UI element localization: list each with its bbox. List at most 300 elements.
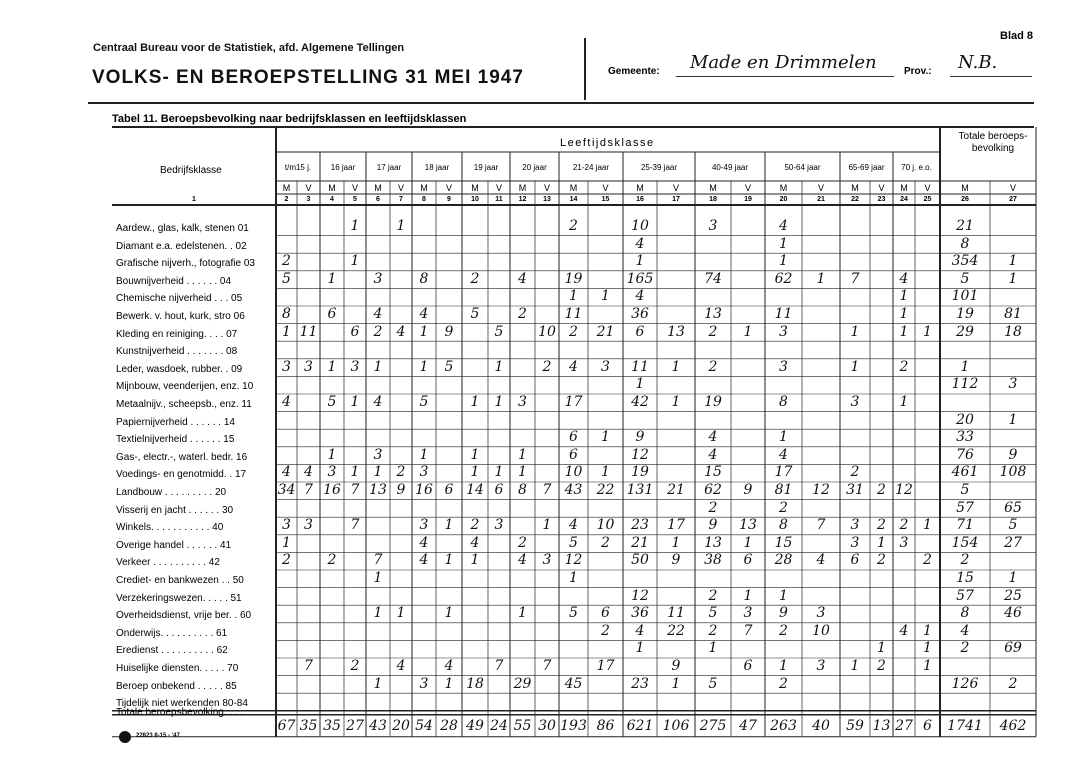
handwritten-value: 3 <box>419 517 429 534</box>
handwritten-value: 2 <box>877 552 886 569</box>
total-value: 55 <box>513 717 532 734</box>
handwritten-value: 1 <box>923 640 932 657</box>
total-value: 24 <box>490 717 508 734</box>
mv-label: M <box>569 183 578 193</box>
handwritten-value: 9 <box>671 658 681 674</box>
row-label: Metaalnijv., scheepsb., enz. 11 <box>116 399 252 410</box>
column-number: 22 <box>851 196 859 203</box>
handwritten-value: 1 <box>282 323 291 340</box>
handwritten-value: 3 <box>850 534 860 551</box>
handwritten-value: 7 <box>373 552 383 569</box>
handwritten-value: 4 <box>635 235 645 252</box>
handwritten-value: 2 <box>899 358 909 375</box>
handwritten-value: 36 <box>631 306 649 322</box>
column-header-leeftijdsklasse: Leeftijdsklasse <box>560 137 655 149</box>
handwritten-value: 1 <box>396 218 406 234</box>
column-number: 18 <box>709 196 717 203</box>
handwritten-value: 1 <box>470 552 480 569</box>
handwritten-value: 3 <box>899 534 909 551</box>
handwritten-value: 2 <box>850 464 860 481</box>
column-number: 23 <box>877 196 886 203</box>
handwritten-value: 1 <box>350 218 360 234</box>
row-label: Verzekeringswezen. . . . . 51 <box>116 592 242 604</box>
handwritten-value: 1 <box>444 517 454 534</box>
mv-label: V <box>397 183 404 193</box>
handwritten-value: 50 <box>631 552 649 569</box>
handwritten-value: 34 <box>277 482 296 498</box>
row-label: Diamant e.a. edelstenen. . 02 <box>116 240 247 252</box>
handwritten-value: 3 <box>327 464 337 481</box>
handwritten-value: 131 <box>626 482 654 498</box>
handwritten-value: 4 <box>396 323 406 340</box>
mv-label: M <box>374 183 382 193</box>
mv-label: V <box>495 183 502 193</box>
row-label: Textielnijverheid . . . . . . 15 <box>116 434 235 446</box>
handwritten-value: 15 <box>704 464 722 481</box>
column-number: 3 <box>306 196 311 203</box>
handwritten-value: 42 <box>631 394 649 410</box>
handwritten-value: 112 <box>951 376 979 393</box>
column-number: 17 <box>672 196 680 203</box>
handwritten-value: 17 <box>774 464 793 481</box>
handwritten-value: 7 <box>542 482 552 498</box>
handwritten-value: 1 <box>542 517 552 534</box>
handwritten-value: 5 <box>708 675 718 692</box>
row-label: Beroep onbekend . . . . . 85 <box>116 680 237 692</box>
handwritten-value: 12 <box>895 482 913 498</box>
column-number: 25 <box>923 196 932 203</box>
handwritten-value: 2 <box>779 499 788 516</box>
handwritten-value: 19 <box>564 270 583 287</box>
handwritten-value: 3 <box>601 358 610 375</box>
handwritten-value: 6 <box>635 323 645 340</box>
handwritten-value: 1 <box>396 605 406 622</box>
handwritten-value: 19 <box>631 464 649 481</box>
handwritten-value: 9 <box>779 605 788 622</box>
handwritten-value: 2 <box>601 622 610 639</box>
row-label: Tijdelijk niet werkenden 80-84 <box>116 698 248 710</box>
handwritten-value: 76 <box>956 446 974 463</box>
column-number: 16 <box>636 196 644 203</box>
total-value: 27 <box>895 717 913 734</box>
total-value: 54 <box>415 717 433 734</box>
org-name: Centraal Bureau voor de Statistiek, afd. Algemene Tellingen <box>93 42 405 54</box>
gemeente-label: Gemeente: <box>608 66 660 77</box>
handwritten-value: 2 <box>960 640 970 657</box>
handwritten-value: 6 <box>494 482 504 498</box>
handwritten-value: 6 <box>569 429 578 446</box>
province-handwritten-value: N.B. <box>958 52 998 73</box>
handwritten-value: 165 <box>626 270 654 287</box>
handwritten-value: 2 <box>708 622 718 639</box>
handwritten-value: 2 <box>708 499 718 516</box>
age-group-label: 40-49 jaar <box>711 163 749 172</box>
age-group-label: 16 jaar <box>330 163 356 172</box>
handwritten-value: 17 <box>564 394 583 410</box>
handwritten-value: 21 <box>596 323 615 340</box>
handwritten-value: 65 <box>1004 499 1022 516</box>
handwritten-value: 9 <box>396 482 406 498</box>
row-label: Landbouw . . . . . . . . . 20 <box>116 487 227 498</box>
handwritten-value: 1 <box>877 640 886 657</box>
handwritten-value: 7 <box>816 517 826 534</box>
handwritten-value: 4 <box>304 464 313 481</box>
handwritten-value: 1 <box>444 605 454 622</box>
handwritten-value: 1 <box>282 534 291 551</box>
handwritten-value: 1 <box>850 358 860 375</box>
handwritten-value: 1 <box>470 464 480 481</box>
mv-label: V <box>305 183 312 193</box>
handwritten-value: 1 <box>444 675 454 692</box>
handwritten-value: 4 <box>960 622 970 639</box>
handwritten-value: 1 <box>923 622 932 639</box>
handwritten-value: 28 <box>774 552 793 569</box>
handwritten-value: 69 <box>1004 640 1022 657</box>
handwritten-value: 3 <box>779 358 788 375</box>
handwritten-value: 108 <box>999 464 1027 481</box>
handwritten-value: 1 <box>419 323 429 340</box>
mv-label: M <box>961 183 969 193</box>
handwritten-value: 15 <box>774 534 793 551</box>
handwritten-value: 1 <box>779 587 788 604</box>
handwritten-value: 21 <box>667 482 685 498</box>
handwritten-value: 2 <box>396 464 406 481</box>
handwritten-value: 12 <box>631 587 649 604</box>
mv-label: M <box>518 183 527 193</box>
handwritten-value: 6 <box>327 306 337 322</box>
handwritten-value: 1 <box>635 253 645 270</box>
column-number: 13 <box>543 196 551 203</box>
handwritten-value: 4 <box>470 534 480 551</box>
handwritten-value: 9 <box>671 552 681 569</box>
age-group-label: 17 jaar <box>376 163 402 172</box>
handwritten-value: 15 <box>956 570 974 586</box>
column-number: 4 <box>330 196 334 203</box>
handwritten-value: 2 <box>282 253 291 270</box>
handwritten-value: 1 <box>373 605 383 622</box>
column-number: 8 <box>422 196 426 203</box>
handwritten-value: 5 <box>419 394 429 410</box>
handwritten-value: 1 <box>923 323 932 340</box>
handwritten-value: 1 <box>518 446 527 463</box>
handwritten-value: 1 <box>899 394 909 410</box>
handwritten-value: 10 <box>538 323 556 340</box>
mv-label: M <box>282 183 291 193</box>
handwritten-value: 13 <box>369 482 387 498</box>
province-label: Prov.: <box>904 66 932 77</box>
row-label: Eredienst . . . . . . . . . . 62 <box>116 645 228 657</box>
age-group-label: 21-24 jaar <box>572 163 610 172</box>
handwritten-value: 5 <box>494 323 504 340</box>
handwritten-value: 7 <box>494 658 504 674</box>
handwritten-value: 7 <box>850 270 860 287</box>
total-value: 28 <box>440 717 458 734</box>
table-title: Tabel 11. Beroepsbevolking naar bedrijfsklassen en leeftijdsklassen <box>112 113 467 125</box>
handwritten-value: 43 <box>564 482 583 498</box>
handwritten-value: 1 <box>671 534 681 551</box>
handwritten-value: 1 <box>899 306 909 322</box>
handwritten-value: 4 <box>282 464 291 481</box>
handwritten-value: 1 <box>373 675 383 692</box>
handwritten-value: 4 <box>282 394 291 410</box>
row-label: Onderwijs. . . . . . . . . . 61 <box>116 627 228 639</box>
handwritten-value: 1 <box>601 288 610 305</box>
total-value: 13 <box>872 717 891 734</box>
handwritten-value: 1 <box>635 640 645 657</box>
handwritten-value: 3 <box>850 517 860 534</box>
handwritten-value: 5 <box>470 306 480 322</box>
handwritten-value: 81 <box>774 482 793 498</box>
handwritten-value: 3 <box>373 446 383 463</box>
handwritten-value: 1 <box>779 235 788 252</box>
handwritten-value: 1 <box>373 358 383 375</box>
handwritten-value: 2 <box>877 517 886 534</box>
handwritten-value: 10 <box>812 622 830 639</box>
handwritten-value: 3 <box>350 358 360 375</box>
handwritten-value: 1 <box>671 394 681 410</box>
mv-label: M <box>420 183 428 193</box>
age-group-label: 18 jaar <box>424 163 450 172</box>
mv-label: V <box>543 183 550 193</box>
handwritten-value: 16 <box>323 482 341 498</box>
handwritten-value: 1 <box>1008 411 1018 428</box>
handwritten-value: 5 <box>708 605 718 622</box>
handwritten-value: 2 <box>708 323 718 340</box>
handwritten-value: 1 <box>327 446 337 463</box>
handwritten-value: 2 <box>601 534 610 551</box>
column-number: 15 <box>601 196 610 203</box>
mv-label: M <box>900 183 908 193</box>
handwritten-value: 7 <box>304 482 313 498</box>
handwritten-value: 4 <box>569 517 578 534</box>
handwritten-value: 2 <box>960 552 970 569</box>
row-label: Chemische nijverheid . . . 05 <box>116 293 243 305</box>
handwritten-value: 5 <box>960 270 970 287</box>
handwritten-value: 8 <box>960 235 970 252</box>
mv-label: V <box>817 183 824 193</box>
row-label: Overige handel . . . . . . 41 <box>116 539 232 551</box>
column-number: 20 <box>779 196 788 203</box>
handwritten-value: 2 <box>470 270 480 287</box>
handwritten-value: 1 <box>779 253 788 270</box>
column-number: 12 <box>518 196 527 203</box>
handwritten-value: 31 <box>846 482 864 498</box>
handwritten-value: 7 <box>350 482 360 498</box>
handwritten-value: 13 <box>667 323 685 340</box>
handwritten-value: 4 <box>444 658 454 674</box>
mv-label: M <box>636 183 644 193</box>
handwritten-value: 20 <box>956 411 974 428</box>
handwritten-value: 2 <box>569 323 578 340</box>
mv-label: V <box>672 183 679 193</box>
handwritten-value: 17 <box>596 658 615 674</box>
age-group-label: t/m15 j. <box>284 163 312 172</box>
handwritten-value: 1 <box>494 464 504 481</box>
total-value: 47 <box>739 717 757 734</box>
handwritten-value: 2 <box>470 517 480 534</box>
handwritten-value: 2 <box>877 658 886 674</box>
handwritten-value: 1 <box>470 446 480 463</box>
handwritten-value: 1 <box>708 640 718 657</box>
handwritten-value: 9 <box>708 517 718 534</box>
handwritten-value: 1 <box>327 270 337 287</box>
handwritten-value: 4 <box>635 288 645 305</box>
handwritten-value: 10 <box>596 517 615 534</box>
handwritten-value: 13 <box>704 534 722 551</box>
handwritten-value: 4 <box>518 270 527 287</box>
handwritten-value: 4 <box>708 429 718 446</box>
handwritten-value: 5 <box>569 605 578 622</box>
row-label: Huiselijke diensten. . . . . 70 <box>116 663 239 674</box>
handwritten-value: 8 <box>518 482 527 498</box>
handwritten-value: 5 <box>327 394 337 410</box>
handwritten-value: 21 <box>631 534 649 551</box>
handwritten-value: 7 <box>743 622 753 639</box>
handwritten-value: 11 <box>564 306 583 322</box>
total-value: 263 <box>770 717 797 734</box>
handwritten-value: 12 <box>631 446 649 463</box>
mv-label: V <box>602 183 609 193</box>
handwritten-value: 8 <box>779 394 788 410</box>
handwritten-value: 154 <box>951 534 979 551</box>
handwritten-value: 1 <box>899 288 909 305</box>
handwritten-value: 2 <box>327 552 337 569</box>
handwritten-value: 16 <box>415 482 433 498</box>
handwritten-value: 6 <box>850 552 860 569</box>
handwritten-value: 4 <box>419 306 429 322</box>
handwritten-value: 1 <box>1008 253 1018 270</box>
handwritten-value: 2 <box>518 306 527 322</box>
mv-label: V <box>351 183 358 193</box>
mv-label: M <box>471 183 479 193</box>
handwritten-value: 3 <box>850 394 860 410</box>
row-label: Gas-, electr.-, waterl. bedr. 16 <box>116 451 248 463</box>
total-value: 20 <box>392 717 410 734</box>
handwritten-value: 71 <box>956 517 974 534</box>
handwritten-value: 1 <box>518 464 527 481</box>
column-number: 6 <box>376 196 380 203</box>
handwritten-value: 3 <box>518 394 527 410</box>
handwritten-value: 4 <box>373 306 383 322</box>
handwritten-value: 9 <box>743 482 753 498</box>
handwritten-value: 21 <box>956 218 974 234</box>
handwritten-value: 5 <box>569 534 578 551</box>
handwritten-value: 1 <box>1008 270 1018 287</box>
handwritten-value: 25 <box>1004 587 1022 604</box>
handwritten-value: 1 <box>850 323 860 340</box>
handwritten-value: 1 <box>373 464 383 481</box>
handwritten-value: 13 <box>704 306 722 322</box>
column-number: 26 <box>961 196 969 203</box>
handwritten-value: 10 <box>564 464 583 481</box>
handwritten-value: 22 <box>596 482 615 498</box>
column-number: 7 <box>399 196 403 203</box>
handwritten-value: 1 <box>518 605 527 622</box>
handwritten-value: 7 <box>350 517 360 534</box>
handwritten-value: 8 <box>282 306 291 322</box>
mv-label: V <box>445 183 452 193</box>
handwritten-value: 12 <box>564 552 583 569</box>
row-label: Kunstnijverheid . . . . . . . 08 <box>116 346 238 358</box>
sheet-number: Blad 8 <box>1000 30 1034 42</box>
handwritten-value: 36 <box>631 605 649 622</box>
total-value: 6 <box>923 717 932 734</box>
handwritten-value: 3 <box>708 218 718 234</box>
handwritten-value: 1 <box>635 376 645 393</box>
handwritten-value: 18 <box>1004 323 1022 340</box>
handwritten-value: 11 <box>299 323 318 340</box>
handwritten-value: 4 <box>419 552 429 569</box>
handwritten-value: 1 <box>779 429 788 446</box>
handwritten-value: 2 <box>899 517 909 534</box>
handwritten-value: 74 <box>704 270 722 287</box>
total-value: 35 <box>323 717 341 734</box>
row-label: Mijnbouw, veenderijen, enz. 10 <box>116 381 254 393</box>
handwritten-value: 33 <box>956 429 974 446</box>
handwritten-value: 4 <box>396 658 406 674</box>
row-label: Verkeer . . . . . . . . . . 42 <box>116 557 220 569</box>
row-label: Visserij en jacht . . . . . . 30 <box>116 504 234 516</box>
handwritten-value: 18 <box>466 675 484 692</box>
handwritten-value: 1 <box>877 534 886 551</box>
handwritten-value: 2 <box>877 482 886 498</box>
age-group-label: 50-64 jaar <box>784 163 821 172</box>
total-value: 43 <box>369 717 387 734</box>
handwritten-value: 1 <box>444 552 454 569</box>
handwritten-value: 10 <box>631 218 649 234</box>
handwritten-value: 2 <box>779 675 788 692</box>
handwritten-value: 1 <box>743 323 753 340</box>
handwritten-value: 12 <box>812 482 830 498</box>
handwritten-value: 3 <box>419 675 429 692</box>
handwritten-value: 4 <box>569 358 578 375</box>
handwritten-value: 3 <box>494 517 504 534</box>
handwritten-value: 4 <box>899 270 909 287</box>
column-number: 1 <box>192 196 196 203</box>
age-group-label: 20 jaar <box>522 163 547 172</box>
handwritten-value: 11 <box>667 605 685 622</box>
handwritten-value: 3 <box>282 358 291 375</box>
handwritten-value: 4 <box>708 446 718 463</box>
total-value: 40 <box>812 717 830 734</box>
handwritten-value: 1 <box>899 323 909 340</box>
handwritten-value: 11 <box>631 358 649 375</box>
column-header-bedrijfsklasse: Bedrijfsklasse <box>160 165 222 176</box>
handwritten-value: 1 <box>373 570 383 586</box>
handwritten-value: 29 <box>956 323 974 340</box>
handwritten-value: 4 <box>635 622 645 639</box>
handwritten-value: 1 <box>671 675 681 692</box>
handwritten-value: 1 <box>960 358 970 375</box>
mv-label: V <box>924 183 931 193</box>
total-value: 275 <box>699 717 727 734</box>
handwritten-value: 7 <box>542 658 552 674</box>
handwritten-value: 1 <box>850 658 860 674</box>
handwritten-value: 22 <box>667 622 685 639</box>
handwritten-value: 9 <box>444 323 454 340</box>
handwritten-value: 2 <box>708 358 718 375</box>
total-value: 1741 <box>947 717 983 734</box>
handwritten-value: 2 <box>518 534 527 551</box>
handwritten-value: 3 <box>304 358 313 375</box>
printer-mark-icon <box>119 731 131 743</box>
column-number: 5 <box>353 196 357 203</box>
handwritten-value: 101 <box>951 288 979 305</box>
handwritten-value: 3 <box>373 270 383 287</box>
handwritten-value: 1 <box>779 658 788 674</box>
handwritten-value: 45 <box>564 675 583 692</box>
handwritten-value: 1 <box>350 394 360 410</box>
